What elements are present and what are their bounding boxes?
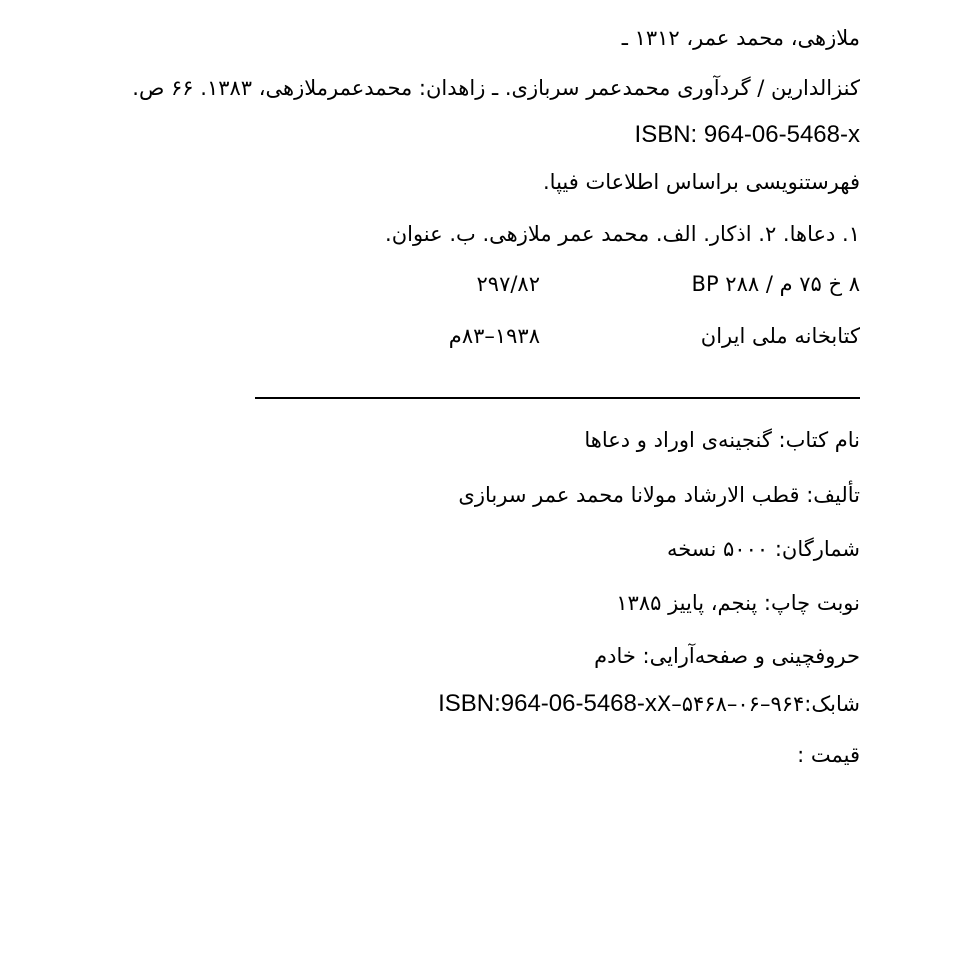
cip-author-line: ملازهی، محمد عمر، ۱۳۱۲ ـ [621, 26, 860, 50]
shabak-line [438, 690, 860, 719]
book-name: نام کتاب: گنجینه‌ی اوراد و دعاها [584, 428, 860, 452]
isbn-latin: ISBN:964-06-5468-x [438, 690, 657, 717]
divider-rule [255, 397, 860, 399]
price-label: قیمت : [797, 743, 860, 767]
shabak-label: شابک: [804, 692, 860, 716]
cip-subjects: ۱. دعاها. ۲. اذکار. الف. محمد عمر ملازهی. ب. عنوان. [385, 222, 860, 246]
cip-record-no: ۱۹۳۸–۸۳م [448, 324, 540, 348]
cip-library: کتابخانه ملی ایران [700, 324, 860, 348]
shabak-value: ۹۶۴–۰۶–۵۴۶۸–X [656, 692, 805, 716]
cip-title-line: کنزالدارین / گردآوری محمدعمر سربازی. ـ زاهدان: محمدعمرملازهی، ۱۳۸۳. ۶۶ ص. [132, 76, 860, 100]
cip-fipa-note: فهرستنویسی براساس اطلاعات فیپا. [543, 170, 860, 194]
typesetting: حروفچینی و صفحه‌آرایی: خادم [594, 644, 860, 668]
cip-isbn: ISBN: 964-06-5468-x [634, 121, 860, 148]
book-author: تألیف: قطب الارشاد مولانا محمد عمر سربازی [458, 483, 860, 507]
cip-lc-class: ۸ خ ۷۵ م / ۲۸۸ BP [691, 272, 860, 296]
print-run: شمارگان: ۵۰۰۰ نسخه [666, 537, 860, 561]
cip-dewey: ۲۹۷/۸۲ [476, 272, 540, 296]
edition: نوبت چاپ: پنجم، پاییز ۱۳۸۵ [616, 591, 860, 615]
